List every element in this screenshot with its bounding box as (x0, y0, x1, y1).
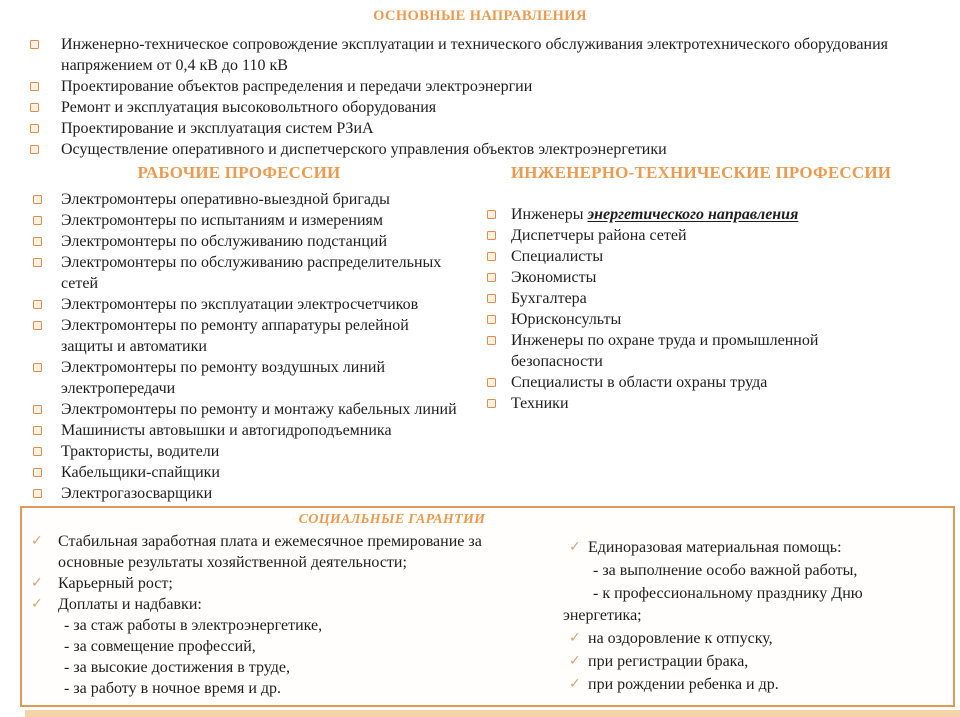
square-bullet-icon (30, 103, 39, 112)
list-item (487, 225, 922, 246)
square-bullet-icon (30, 40, 39, 49)
list-item (487, 246, 922, 267)
list-item-text: Специалисты (511, 248, 604, 265)
list-item (33, 294, 478, 315)
square-bullet-icon (487, 231, 496, 240)
list-item (31, 678, 491, 699)
list-item (33, 231, 478, 252)
square-bullet-icon (30, 145, 39, 154)
square-bullet-icon (487, 210, 496, 219)
list-item (30, 34, 960, 76)
list-item-text: Электромонтеры по ремонту воздушных линий электропередачи (61, 359, 386, 397)
square-bullet-icon (33, 468, 42, 477)
square-bullet-icon (30, 82, 39, 91)
engineers-prefix: Инженеры (511, 206, 588, 223)
list-item (563, 605, 953, 626)
list-item (563, 537, 953, 558)
square-bullet-icon (33, 258, 42, 267)
list-item-text: Техники (511, 395, 569, 412)
list-item-text: Электромонтеры по обслуживанию подстанций (61, 233, 388, 250)
section-social-guarantees (20, 506, 955, 707)
list-item (30, 118, 960, 139)
list-item-text: Инженеры по охране труда и промышленной безопасности (511, 332, 819, 370)
list-item-text: Ремонт и эксплуатация высоковольтного оборудования (61, 99, 437, 116)
list-item (33, 462, 478, 483)
check-icon: ✓ (569, 630, 581, 647)
engineers-emphasis: энергетического направления (587, 206, 799, 223)
list-item-text: Специалисты в области охраны труда (511, 374, 768, 391)
list-item (33, 357, 478, 399)
list-item-text: Стабильная заработная плата и ежемесячное премирование за основные результаты хозяйственной деятельности; (58, 533, 482, 571)
list-item-text: Инженерно-техническое сопровождение эксплуатации и технического обслуживания электротехнического оборудования напряжением от 0,4 кВ до 110 кВ (61, 36, 888, 74)
square-bullet-icon (33, 237, 42, 246)
list-item-text: - к профессиональному празднику Дню (593, 584, 863, 602)
section-professions (0, 163, 960, 504)
check-icon: ✓ (569, 675, 581, 692)
list-item (31, 573, 491, 594)
main-directions-list (0, 34, 960, 160)
list-item-text: Электромонтеры по ремонту аппаратуры релейной защиты и автоматики (61, 317, 409, 355)
list-item-text: Электрогазосварщики (61, 485, 213, 502)
check-icon: ✓ (31, 596, 43, 612)
list-item-text: Проектирование объектов распределения и передачи электроэнергии (61, 78, 533, 95)
list-item (33, 210, 478, 231)
list-item-text: Проектирование и эксплуатация систем РЗиА (61, 120, 374, 137)
engineering-professions-column (480, 163, 922, 504)
list-item (563, 651, 953, 672)
list-item (30, 97, 960, 118)
square-bullet-icon (30, 124, 39, 133)
list-item (487, 204, 922, 225)
list-item (33, 399, 478, 420)
list-item-text: Трактористы, водители (61, 443, 220, 460)
list-item-text: Электромонтеры оперативно-выездной бригады (61, 191, 390, 208)
list-item (31, 657, 491, 678)
section-main-directions (0, 8, 960, 160)
square-bullet-icon (487, 336, 496, 345)
worker-professions-column (0, 163, 478, 504)
list-item (33, 420, 478, 441)
list-item-text: при рождении ребенка и др. (588, 675, 779, 693)
list-item (31, 531, 491, 573)
square-bullet-icon (487, 252, 496, 261)
square-bullet-icon (33, 405, 42, 414)
list-item (487, 372, 922, 393)
square-bullet-icon (33, 363, 42, 372)
list-item-text: энергетика; (563, 607, 642, 625)
bottom-accent-strip (25, 710, 960, 717)
list-item (31, 636, 491, 657)
list-item-text: Карьерный рост; (58, 575, 173, 592)
section-title-engineering-professions: ИНЖЕНЕРНО-ТЕХНИЧЕСКИЕ ПРОФЕССИИ (510, 163, 892, 182)
list-item (30, 76, 960, 97)
list-item (487, 267, 922, 288)
list-item (487, 309, 922, 330)
square-bullet-icon (487, 273, 496, 282)
section-title-social-guarantees: СОЦИАЛЬНЫЕ ГАРАНТИИ (298, 512, 486, 527)
list-item-text (511, 204, 851, 225)
list-item (33, 483, 478, 504)
square-bullet-icon (33, 447, 42, 456)
list-item-text: Осуществление оперативного и диспетчерского управления объектов электроэнергетики (61, 141, 667, 158)
square-bullet-icon (33, 489, 42, 498)
list-item (31, 594, 491, 615)
list-item (487, 393, 922, 414)
list-item (33, 315, 478, 357)
list-item-text: Единоразовая материальная помощь: (588, 539, 842, 556)
list-item-text: - за работу в ночное время и др. (64, 680, 282, 697)
square-bullet-icon (33, 300, 42, 309)
square-bullet-icon (33, 321, 42, 330)
list-item (33, 441, 478, 462)
square-bullet-icon (487, 378, 496, 387)
list-item-text: Кабельщики-спайщики (61, 464, 220, 481)
list-item-text: - за выполнение особо важной работы, (593, 561, 858, 579)
list-item-text: Доплаты и надбавки: (58, 596, 202, 613)
worker-professions-list (0, 189, 478, 504)
square-bullet-icon (487, 399, 496, 408)
list-item (563, 674, 953, 695)
list-item-text: Юрисконсульты (511, 311, 622, 328)
list-item (487, 288, 922, 309)
list-item-text: на оздоровление к отпуску, (588, 630, 773, 648)
list-item (30, 139, 960, 160)
list-item-text: Машинисты автовышки и автогидроподъемника (61, 422, 392, 439)
list-item-text: Электромонтеры по обслуживанию распределительных сетей (61, 254, 442, 292)
list-item-text: Бухгалтера (511, 290, 587, 307)
square-bullet-icon (33, 216, 42, 225)
list-item-text: Диспетчеры района сетей (511, 227, 687, 244)
engineering-professions-list (480, 204, 922, 414)
list-item (33, 252, 478, 294)
square-bullet-icon (33, 195, 42, 204)
section-title-main-directions: ОСНОВНЫЕ НАПРАВЛЕНИЯ (373, 8, 587, 24)
check-icon: ✓ (31, 575, 43, 591)
section-title-worker-professions: РАБОЧИЕ ПРОФЕССИИ (137, 163, 341, 182)
square-bullet-icon (487, 294, 496, 303)
list-item (33, 189, 478, 210)
square-bullet-icon (33, 426, 42, 435)
list-item (31, 615, 491, 636)
check-icon: ✓ (569, 652, 581, 669)
list-item-text: при регистрации брака, (588, 652, 749, 670)
list-item-text: Электромонтеры по испытаниям и измерениям (61, 212, 384, 229)
list-item-text: - за высокие достижения в труде, (64, 659, 290, 676)
list-item-text: Электромонтеры по ремонту и монтажу кабельных линий (61, 401, 457, 418)
list-item-text: - за совмещение профессий, (64, 638, 256, 655)
check-icon: ✓ (31, 533, 43, 549)
social-guarantees-right-column (563, 537, 953, 697)
list-item-text: Экономисты (511, 269, 597, 286)
list-item (563, 583, 953, 604)
square-bullet-icon (487, 315, 496, 324)
list-item (487, 330, 922, 372)
social-guarantees-left-column (31, 531, 491, 699)
list-item (563, 628, 953, 649)
list-item-text: Электромонтеры по эксплуатации электросчетчиков (61, 296, 419, 313)
list-item-text: - за стаж работы в электроэнергетике, (64, 617, 323, 634)
check-icon: ✓ (569, 539, 581, 555)
list-item (563, 560, 953, 581)
